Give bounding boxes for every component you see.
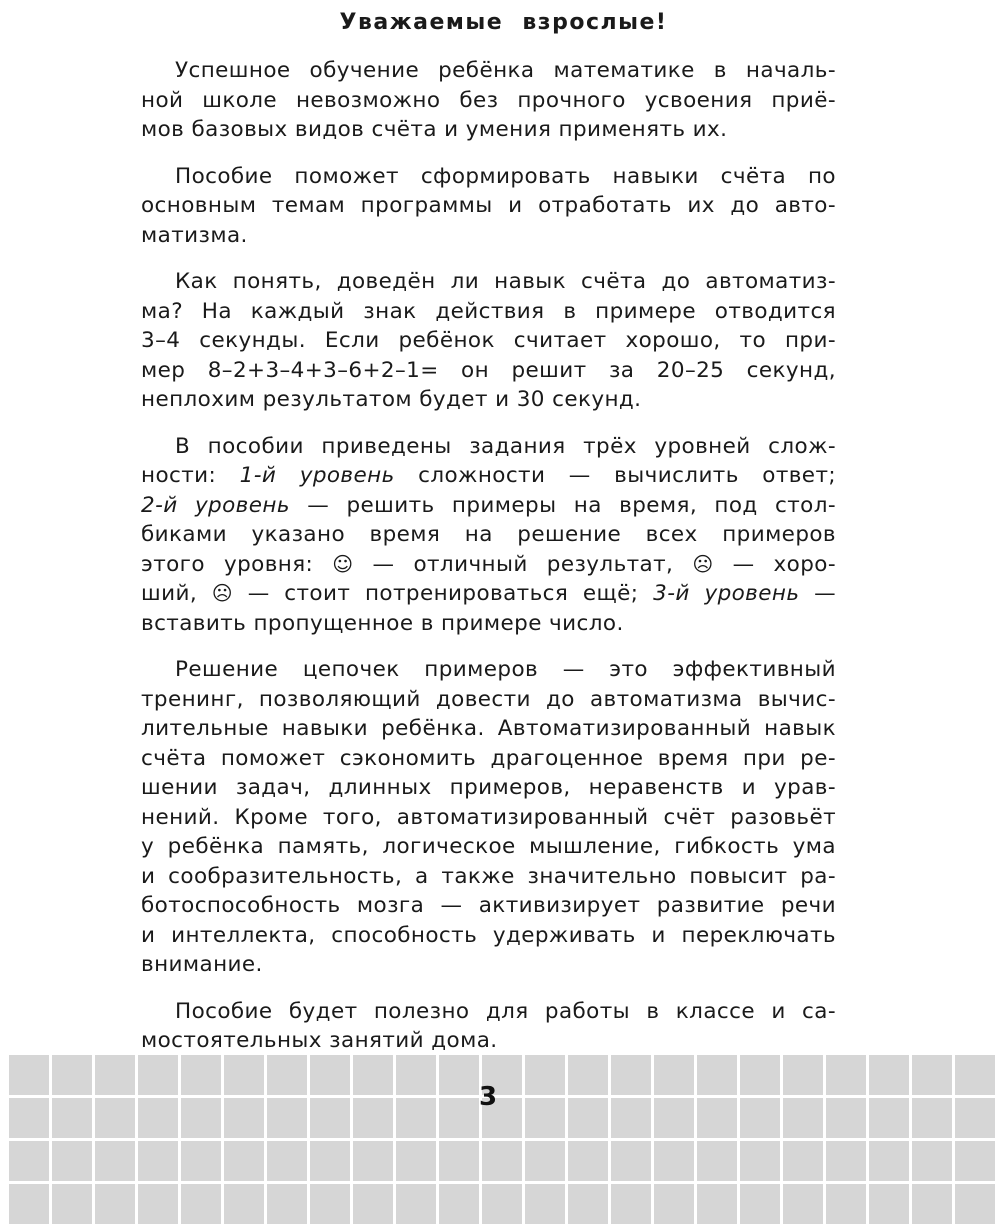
grid-cell bbox=[181, 1184, 221, 1224]
text-line: и сообразительность, а также значительно повысит ра- bbox=[141, 863, 836, 889]
grid-cell bbox=[52, 1055, 92, 1095]
body-text bbox=[141, 56, 836, 1073]
text-line: матизма. bbox=[141, 222, 248, 248]
text-line: 3–4 секунды. Если ребёнок считает хорошо, то при- bbox=[141, 328, 836, 353]
grid-cell bbox=[697, 1141, 737, 1181]
grid-cell bbox=[138, 1055, 178, 1095]
grid-cell bbox=[826, 1098, 866, 1138]
text-line: биками указано время на решение всех примеров bbox=[141, 522, 836, 547]
grid-cell bbox=[955, 1055, 995, 1095]
grid-cell bbox=[869, 1098, 909, 1138]
text-line: Пособие поможет сформировать навыки счёта по bbox=[175, 163, 836, 189]
grid-cell bbox=[224, 1184, 264, 1224]
text-line: основным темам программы и отработать их до авто- bbox=[141, 193, 836, 218]
grid-cell bbox=[525, 1184, 565, 1224]
grid-cell bbox=[267, 1055, 307, 1095]
grid-cell bbox=[267, 1184, 307, 1224]
grid-cell bbox=[267, 1098, 307, 1138]
grid-cell bbox=[181, 1141, 221, 1181]
grid-cell bbox=[9, 1184, 49, 1224]
grid-cell bbox=[9, 1141, 49, 1181]
grid-cell bbox=[697, 1184, 737, 1224]
text-line: тренинг, позволяющий довести до автоматизма вычис- bbox=[141, 686, 836, 712]
grid-cell bbox=[697, 1098, 737, 1138]
grid-cell bbox=[955, 1098, 995, 1138]
text-line: ший, ☹ — стоит потренироваться ещё; 3-й уровень — bbox=[141, 581, 836, 606]
text-line: вставить пропущенное в примере число. bbox=[141, 610, 624, 636]
grid-cell bbox=[955, 1184, 995, 1224]
grid-cell bbox=[611, 1098, 651, 1138]
grid-cell bbox=[654, 1141, 694, 1181]
paragraph bbox=[141, 432, 836, 639]
text-line: Пособие будет полезно для работы в классе и са- bbox=[175, 998, 836, 1024]
grid-cell bbox=[740, 1055, 780, 1095]
grid-cell bbox=[138, 1141, 178, 1181]
grid-cell bbox=[396, 1141, 436, 1181]
grid-cell bbox=[869, 1055, 909, 1095]
grid-cell bbox=[353, 1098, 393, 1138]
grid-cell bbox=[525, 1098, 565, 1138]
paragraph bbox=[141, 56, 836, 145]
grid-cell bbox=[654, 1184, 694, 1224]
paragraph bbox=[141, 997, 836, 1056]
text-line: ности: 1-й уровень сложности — вычислить ответ; bbox=[141, 463, 837, 488]
grid-cell bbox=[396, 1055, 436, 1095]
text-line: ботоспособность мозга — активизирует развитие речи bbox=[141, 893, 836, 918]
page-number: 3 bbox=[478, 1082, 498, 1112]
grid-cell bbox=[826, 1055, 866, 1095]
paragraph bbox=[141, 267, 836, 415]
grid-cell bbox=[181, 1098, 221, 1138]
grid-cell bbox=[697, 1055, 737, 1095]
text-line: и интеллекта, способность удерживать и переключать bbox=[141, 922, 836, 948]
text-line: внимание. bbox=[141, 952, 263, 977]
level-label: 3-й уровень bbox=[653, 581, 800, 606]
grid-cell bbox=[783, 1184, 823, 1224]
text-line: нений. Кроме того, автоматизированный счёт разовьёт bbox=[141, 804, 836, 830]
grid-cell bbox=[955, 1141, 995, 1181]
grid-cell bbox=[654, 1055, 694, 1095]
grid-cell bbox=[568, 1055, 608, 1095]
grid-cell bbox=[396, 1098, 436, 1138]
grid-cell bbox=[826, 1184, 866, 1224]
decorative-grid bbox=[9, 1055, 998, 1224]
text-line: ной школе невозможно без прочного усвоения приё- bbox=[141, 87, 836, 113]
text-line: мов базовых видов счёта и умения применять их. bbox=[141, 117, 728, 142]
smiley-sad-icon: ☹ bbox=[211, 581, 233, 605]
text-line: этого уровня: ☺ — отличный результат, ☹ — хоро- bbox=[141, 551, 836, 577]
grid-cell bbox=[52, 1098, 92, 1138]
level-label: 2-й уровень bbox=[141, 492, 290, 518]
grid-cell bbox=[9, 1055, 49, 1095]
grid-cell bbox=[224, 1098, 264, 1138]
text-line: В пособии приведены задания трёх уровней слож- bbox=[175, 433, 836, 459]
grid-cell bbox=[138, 1098, 178, 1138]
text-line: у ребёнка память, логическое мышление, гибкость ума bbox=[141, 834, 836, 859]
grid-cell bbox=[439, 1184, 479, 1224]
grid-cell bbox=[482, 1141, 522, 1181]
grid-cell bbox=[95, 1098, 135, 1138]
grid-cell bbox=[568, 1184, 608, 1224]
grid-cell bbox=[95, 1184, 135, 1224]
text-line: мер 8–2+3–4+3–6+2–1= он решит за 20–25 секунд, bbox=[141, 357, 836, 383]
paragraph bbox=[141, 162, 836, 251]
grid-cell bbox=[95, 1141, 135, 1181]
grid-cell bbox=[912, 1098, 952, 1138]
grid-cell bbox=[611, 1184, 651, 1224]
grid-cell bbox=[310, 1141, 350, 1181]
text-line: 2-й уровень — решить примеры на время, под стол- bbox=[141, 492, 836, 518]
grid-cell bbox=[783, 1098, 823, 1138]
smiley-sad-icon: ☹ bbox=[692, 551, 714, 576]
text-line: ма? На каждый знак действия в примере отводится bbox=[141, 298, 836, 324]
text-line: неплохим результатом будет и 30 секунд. bbox=[141, 387, 642, 412]
grid-cell bbox=[353, 1184, 393, 1224]
grid-cell bbox=[52, 1184, 92, 1224]
grid-cell bbox=[740, 1141, 780, 1181]
grid-cell bbox=[525, 1141, 565, 1181]
grid-cell bbox=[912, 1184, 952, 1224]
grid-cell bbox=[869, 1184, 909, 1224]
grid-cell bbox=[783, 1055, 823, 1095]
grid-cell bbox=[95, 1055, 135, 1095]
grid-cell bbox=[869, 1141, 909, 1181]
grid-cell bbox=[568, 1098, 608, 1138]
text-line: мостоятельных занятий дома. bbox=[141, 1028, 498, 1053]
grid-cell bbox=[912, 1141, 952, 1181]
grid-cell bbox=[310, 1055, 350, 1095]
grid-cell bbox=[396, 1184, 436, 1224]
grid-cell bbox=[783, 1141, 823, 1181]
grid-cell bbox=[740, 1098, 780, 1138]
smiley-happy-icon: ☺ bbox=[332, 551, 354, 576]
grid-cell bbox=[310, 1184, 350, 1224]
grid-cell bbox=[181, 1055, 221, 1095]
text-line: шении задач, длинных примеров, неравенств и урав- bbox=[141, 775, 836, 800]
grid-cell bbox=[9, 1098, 49, 1138]
grid-cell bbox=[611, 1055, 651, 1095]
text-line: Успешное обучение ребёнка математике в началь- bbox=[175, 58, 836, 83]
grid-cell bbox=[310, 1098, 350, 1138]
grid-cell bbox=[439, 1141, 479, 1181]
level-label: 1-й уровень bbox=[239, 463, 395, 488]
grid-cell bbox=[138, 1184, 178, 1224]
grid-cell bbox=[224, 1055, 264, 1095]
grid-cell bbox=[353, 1141, 393, 1181]
grid-cell bbox=[826, 1141, 866, 1181]
grid-cell bbox=[353, 1055, 393, 1095]
grid-cell bbox=[654, 1098, 694, 1138]
grid-cell bbox=[482, 1184, 522, 1224]
grid-cell bbox=[611, 1141, 651, 1181]
grid-cell bbox=[267, 1141, 307, 1181]
grid-cell bbox=[568, 1141, 608, 1181]
grid-cell bbox=[525, 1055, 565, 1095]
page-title: Уважаемые взрослые! bbox=[339, 10, 668, 35]
grid-cell bbox=[224, 1141, 264, 1181]
text-line: счёта поможет сэкономить драгоценное время при ре- bbox=[141, 745, 836, 771]
grid-cell bbox=[52, 1141, 92, 1181]
text-line: Как понять, доведён ли навык счёта до автоматиз- bbox=[175, 269, 836, 294]
grid-cell bbox=[912, 1055, 952, 1095]
grid-cell bbox=[740, 1184, 780, 1224]
text-line: Решение цепочек примеров — это эффективный bbox=[175, 657, 836, 682]
text-line: лительные навыки ребёнка. Автоматизированный навык bbox=[141, 716, 836, 741]
paragraph bbox=[141, 655, 836, 980]
